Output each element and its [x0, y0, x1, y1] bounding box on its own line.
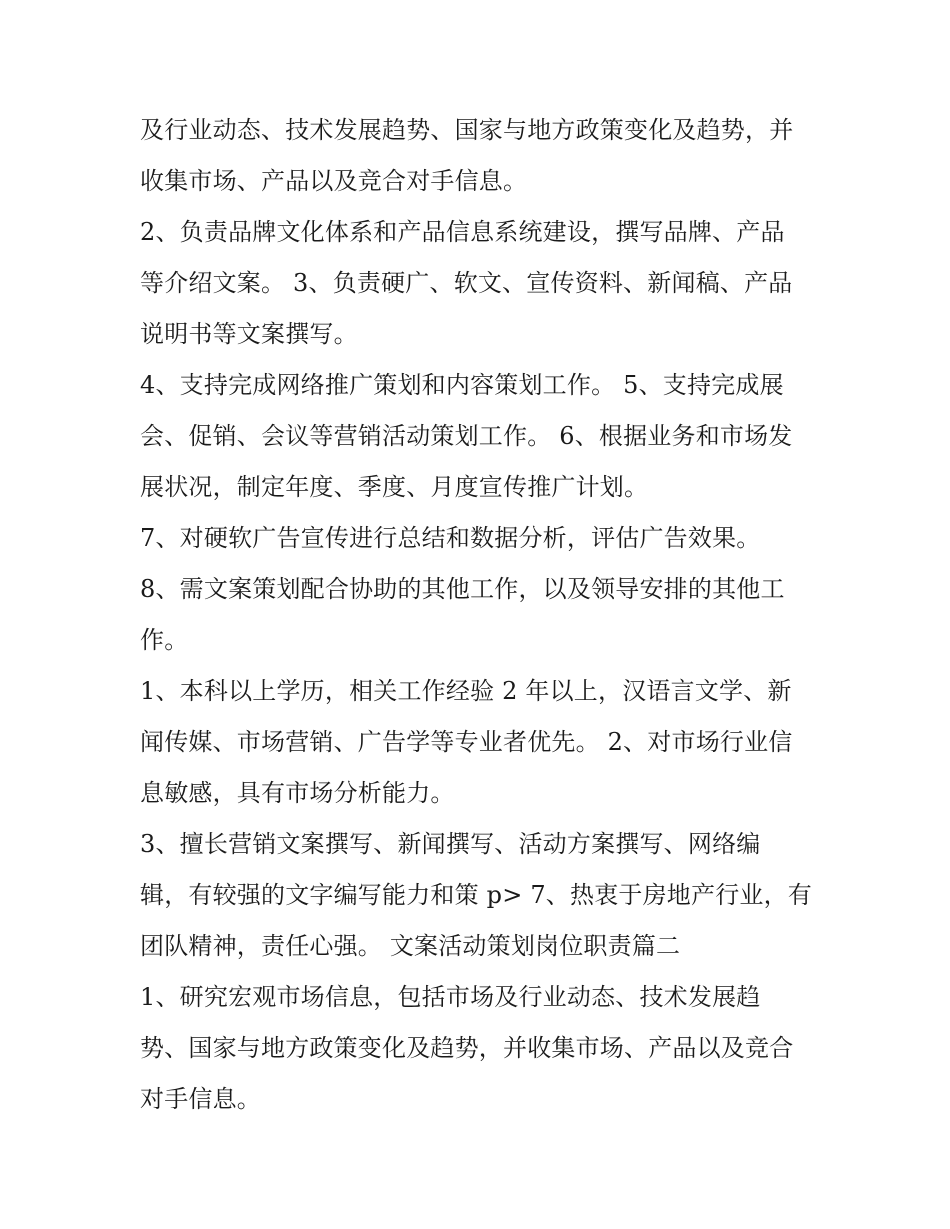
text-line: 及行业动态、技术发展趋势、国家与地方政策变化及趋势，并	[140, 116, 794, 144]
text-line: 1、研究宏观市场信息，包括市场及行业动态、技术发展趋	[140, 983, 761, 1011]
text-line: 团队精神，责任心强。 文案活动策划岗位职责篇二	[140, 932, 681, 960]
text-line: 7、对硬软广告宣传进行总结和数据分析，评估广告效果。	[140, 524, 761, 552]
text-line: 收集市场、产品以及竞合对手信息。	[140, 167, 528, 195]
text-line: 2、负责品牌文化体系和产品信息系统建设，撰写品牌、产品	[140, 218, 785, 246]
text-line: 辑，有较强的文字编写能力和策 p> 7、热衷于房地产行业，有	[140, 881, 812, 909]
text-line: 作。	[140, 626, 189, 654]
text-line: 会、促销、会议等营销活动策划工作。 6、根据业务和市场发	[140, 422, 793, 450]
text-line: 等介绍文案。 3、负责硬广、软文、宣传资料、新闻稿、产品	[140, 269, 793, 297]
text-line: 8、需文案策划配合协助的其他工作，以及领导安排的其他工	[140, 575, 785, 603]
text-line: 展状况，制定年度、季度、月度宣传推广计划。	[140, 473, 649, 501]
text-line: 对手信息。	[140, 1085, 261, 1113]
text-line: 1、本科以上学历，相关工作经验 2 年以上，汉语言文学、新	[140, 677, 792, 705]
text-line: 4、支持完成网络推广策划和内容策划工作。 5、支持完成展	[140, 371, 784, 399]
text-line: 息敏感，具有市场分析能力。	[140, 779, 455, 807]
text-line: 3、擅长营销文案撰写、新闻撰写、活动方案撰写、网络编	[140, 830, 761, 858]
text-line: 说明书等文案撰写。	[140, 320, 358, 348]
document-body	[140, 105, 820, 1125]
text-line: 势、国家与地方政策变化及趋势，并收集市场、产品以及竞合	[140, 1034, 794, 1062]
text-line: 闻传媒、市场营销、广告学等专业者优先。 2、对市场行业信	[140, 728, 793, 756]
